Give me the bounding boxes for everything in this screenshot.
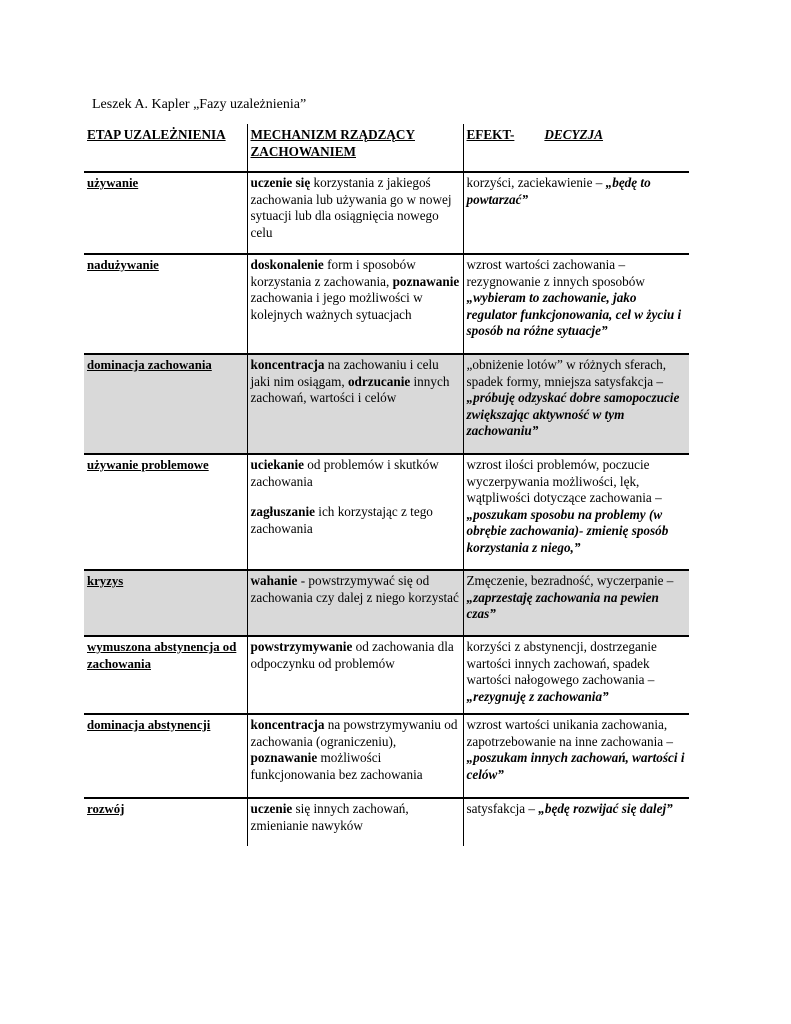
- phases-table: [84, 124, 689, 846]
- table-row: [84, 172, 689, 254]
- header-mechanism: MECHANIZM RZĄDZĄCY ZACHOWANIEM: [247, 124, 463, 172]
- effect-cell: „obniżenie lotów” w różnych sferach, spadek formy, mniejsza satysfakcja – „próbuję odzyskać dobre samopoczucie zwiększając aktywność w tym zachowaniu”: [463, 354, 689, 454]
- mechanism-cell: koncentracja na zachowaniu i celu jaki nim osiągam, odrzucanie innych zachowań, wartości i celów: [247, 354, 463, 454]
- effect-cell: Zmęczenie, bezradność, wyczerpanie – „zaprzestaję zachowania na pewien czas”: [463, 570, 689, 636]
- effect-cell: wzrost ilości problemów, poczucie wyczerpywania możliwości, lęk, wątpliwości dotyczące zachowania – „poszukam sposobu na problemy (w obrębie zachowania)- zmienię sposób korzystania z niego,”: [463, 454, 689, 570]
- stage-cell: używanie: [84, 172, 247, 254]
- stage-cell: używanie problemowe: [84, 454, 247, 570]
- mechanism-cell: koncentracja na powstrzymywaniu od zachowania (ograniczeniu), poznawanie możliwości funkcjonowania bez zachowania: [247, 714, 463, 798]
- stage-cell: kryzys: [84, 570, 247, 636]
- mechanism-cell: wahanie - powstrzymywać się od zachowania czy dalej z niego korzystać: [247, 570, 463, 636]
- effect-cell: wzrost wartości unikania zachowania, zapotrzebowanie na inne zachowania – „poszukam innych zachowań, wartości i celów”: [463, 714, 689, 798]
- table-header-row: [84, 124, 689, 172]
- effect-cell: satysfakcja – „będę rozwijać się dalej”: [463, 798, 689, 846]
- effect-cell: korzyści z abstynencji, dostrzeganie wartości innych zachowań, spadek wartości nałogowego zachowania – „rezygnuję z zachowania”: [463, 636, 689, 714]
- stage-cell: rozwój: [84, 798, 247, 846]
- mechanism-cell: uciekanie od problemów i skutków zachowania zagłuszanie ich korzystając z tego zachowania: [247, 454, 463, 570]
- mechanism-cell: doskonalenie form i sposobów korzystania z zachowania, poznawanie zachowania i jego możliwości w kolejnych ważnych sytuacjach: [247, 254, 463, 354]
- header-effect: EFEKT- DECYZJA: [463, 124, 689, 172]
- table-row: [84, 714, 689, 798]
- effect-cell: wzrost wartości zachowania – rezygnowanie z innych sposobów „wybieram to zachowanie, jako regulator funkcjonowania, cel w życiu i sposób na różne sytuacje”: [463, 254, 689, 354]
- table-row: [84, 354, 689, 454]
- stage-cell: dominacja zachowania: [84, 354, 247, 454]
- table-row: [84, 570, 689, 636]
- stage-cell: wymuszona abstynencja od zachowania: [84, 636, 247, 714]
- table-row: [84, 254, 689, 354]
- table-row: [84, 798, 689, 846]
- table-row: [84, 454, 689, 570]
- header-stage: ETAP UZALEŻNIENIA: [87, 127, 226, 142]
- mechanism-cell: uczenie się korzystania z jakiegoś zachowania lub używania go w nowej sytuacji lub dla osiągnięcia nowego celu: [247, 172, 463, 254]
- stage-cell: nadużywanie: [84, 254, 247, 354]
- effect-cell: korzyści, zaciekawienie – „będę to powtarzać”: [463, 172, 689, 254]
- table-row: [84, 636, 689, 714]
- mechanism-cell: powstrzymywanie od zachowania dla odpoczynku od problemów: [247, 636, 463, 714]
- document-title: Leszek A. Kapler „Fazy uzależnienia”: [92, 97, 307, 112]
- mechanism-cell: uczenie się innych zachowań, zmienianie nawyków: [247, 798, 463, 846]
- stage-cell: dominacja abstynencji: [84, 714, 247, 798]
